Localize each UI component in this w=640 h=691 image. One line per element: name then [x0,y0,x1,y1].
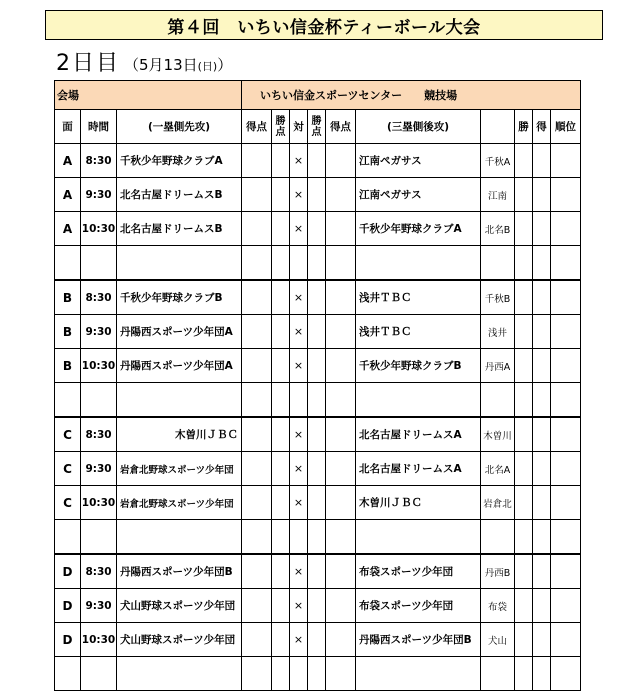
match-first-team: 犬山野球スポーツ少年団 [117,623,242,657]
match-row [55,452,581,486]
match-win [515,280,533,315]
match-time: 10:30 [81,623,117,657]
match-court: C [55,452,81,486]
match-win [515,452,533,486]
blank-cell [356,657,481,691]
match-score-2 [326,452,356,486]
match-score-1 [242,589,272,623]
match-points-2 [308,349,326,383]
match-rank [551,144,581,178]
match-points-2 [308,417,326,452]
match-court: D [55,589,81,623]
blank-cell [481,520,515,555]
blank-cell [533,246,551,281]
match-court: B [55,349,81,383]
blank-cell [81,246,117,281]
blank-cell [272,246,290,281]
header-third-team: (三塁側後攻) [356,110,481,144]
date-close: ） [217,56,233,74]
match-first-team: 千秋少年野球クラブB [117,280,242,315]
blank-cell [290,520,308,555]
match-rank [551,315,581,349]
header-score-2: 得点 [326,110,356,144]
blank-cell [481,246,515,281]
blank-row [55,657,581,691]
match-score-2 [326,212,356,246]
header-vs: 対 [290,110,308,144]
header-row [55,110,581,144]
match-rank [551,212,581,246]
match-win [515,417,533,452]
header-score-1: 得点 [242,110,272,144]
day-label: 2日目 [56,51,120,76]
match-points-1 [272,452,290,486]
match-win [515,212,533,246]
blank-cell [326,246,356,281]
match-first-team: 丹陽西スポーツ少年団A [117,349,242,383]
match-points-2 [308,452,326,486]
match-score-1 [242,623,272,657]
match-row [55,486,581,520]
match-score-1 [242,417,272,452]
match-first-team: 岩倉北野球スポーツ少年団 [117,452,242,486]
match-row [55,417,581,452]
match-points-2 [308,315,326,349]
match-third-team: 丹陽西スポーツ少年団B [356,623,481,657]
blank-cell [55,657,81,691]
match-score-1 [242,349,272,383]
match-points-2 [308,280,326,315]
match-score-2 [326,589,356,623]
match-vs-mark: × [290,280,308,315]
match-points-2 [308,144,326,178]
match-rank [551,589,581,623]
match-umpire: 犬山 [481,623,515,657]
match-time: 8:30 [81,417,117,452]
match-points-1 [272,178,290,212]
match-umpire: 丹西B [481,554,515,589]
match-third-team: 浅井ＴＢＣ [356,315,481,349]
match-row [55,315,581,349]
match-umpire: 北名B [481,212,515,246]
match-court: A [55,144,81,178]
match-score-2 [326,349,356,383]
header-time: 時間 [81,110,117,144]
match-points-2 [308,178,326,212]
blank-cell [81,383,117,418]
match-row [55,589,581,623]
match-score-1 [242,212,272,246]
match-win [515,486,533,520]
match-win [515,349,533,383]
match-score-1 [242,554,272,589]
blank-cell [55,520,81,555]
blank-cell [551,383,581,418]
match-umpire: 岩倉北 [481,486,515,520]
blank-cell [551,520,581,555]
match-gain [533,178,551,212]
match-row [55,280,581,315]
blank-cell [81,657,117,691]
match-time: 8:30 [81,280,117,315]
match-score-1 [242,452,272,486]
match-court: A [55,178,81,212]
venue-row [55,81,581,110]
blank-row [55,383,581,418]
match-court: B [55,315,81,349]
match-points-2 [308,486,326,520]
match-rank [551,280,581,315]
match-time: 10:30 [81,349,117,383]
header-points-1: 勝点 [272,110,290,144]
match-points-2 [308,623,326,657]
match-umpire: 北名A [481,452,515,486]
match-first-team: 北名古屋ドリームスB [117,178,242,212]
match-rank [551,452,581,486]
match-third-team: 布袋スポーツ少年団 [356,589,481,623]
match-score-1 [242,178,272,212]
match-time: 9:30 [81,178,117,212]
match-vs-mark: × [290,144,308,178]
blank-cell [117,657,242,691]
blank-cell [551,246,581,281]
match-points-1 [272,212,290,246]
blank-cell [55,246,81,281]
match-first-team: 丹陽西スポーツ少年団A [117,315,242,349]
match-score-2 [326,144,356,178]
blank-cell [290,657,308,691]
match-time: 9:30 [81,589,117,623]
match-score-2 [326,486,356,520]
match-third-team: 北名古屋ドリームスA [356,417,481,452]
match-first-team: 北名古屋ドリームスB [117,212,242,246]
match-first-team: 犬山野球スポーツ少年団 [117,589,242,623]
match-third-team: 布袋スポーツ少年団 [356,554,481,589]
blank-cell [326,657,356,691]
match-gain [533,486,551,520]
match-umpire: 千秋B [481,280,515,315]
blank-cell [481,657,515,691]
match-rank [551,417,581,452]
blank-cell [290,383,308,418]
blank-cell [515,383,533,418]
match-points-1 [272,280,290,315]
match-score-1 [242,144,272,178]
blank-cell [308,520,326,555]
venue-name: いちい信金スポーツセンター 競技場 [242,81,581,110]
blank-cell [117,246,242,281]
match-win [515,315,533,349]
match-points-2 [308,589,326,623]
header-points-2: 勝点 [308,110,326,144]
match-third-team: 北名古屋ドリームスA [356,452,481,486]
header-rank: 順位 [551,110,581,144]
header-first-team: (一塁側先攻) [117,110,242,144]
match-vs-mark: × [290,554,308,589]
blank-cell [308,246,326,281]
date-open: （5月13日 [124,56,198,74]
match-vs-mark: × [290,417,308,452]
match-points-1 [272,554,290,589]
match-vs-mark: × [290,178,308,212]
match-time: 9:30 [81,452,117,486]
match-umpire: 布袋 [481,589,515,623]
match-umpire: 千秋A [481,144,515,178]
blank-cell [242,657,272,691]
header-court: 面 [55,110,81,144]
match-win [515,554,533,589]
match-vs-mark: × [290,349,308,383]
blank-cell [308,657,326,691]
blank-cell [515,657,533,691]
match-first-team: 岩倉北野球スポーツ少年団 [117,486,242,520]
blank-cell [326,383,356,418]
blank-row [55,246,581,281]
blank-cell [515,520,533,555]
match-points-1 [272,144,290,178]
blank-cell [533,657,551,691]
venue-label: 会場 [55,81,242,110]
match-gain [533,280,551,315]
match-row [55,212,581,246]
blank-cell [533,383,551,418]
match-third-team: 江南ペガサス [356,144,481,178]
match-score-2 [326,315,356,349]
match-score-1 [242,486,272,520]
blank-cell [272,657,290,691]
match-points-1 [272,417,290,452]
match-gain [533,623,551,657]
match-score-2 [326,417,356,452]
match-first-team: 千秋少年野球クラブA [117,144,242,178]
match-rank [551,486,581,520]
match-points-2 [308,212,326,246]
date-label [124,54,232,75]
match-gain [533,589,551,623]
match-first-team: 木曽川ＪＢＣ [117,417,242,452]
match-row [55,623,581,657]
match-gain [533,212,551,246]
match-score-2 [326,178,356,212]
match-umpire: 丹西A [481,349,515,383]
match-rank [551,178,581,212]
match-points-1 [272,349,290,383]
match-first-team: 丹陽西スポーツ少年団B [117,554,242,589]
blank-cell [515,246,533,281]
match-time: 9:30 [81,315,117,349]
blank-cell [308,383,326,418]
blank-cell [242,246,272,281]
match-vs-mark: × [290,212,308,246]
blank-cell [117,520,242,555]
blank-cell [242,383,272,418]
match-gain [533,315,551,349]
match-vs-mark: × [290,452,308,486]
blank-cell [272,383,290,418]
schedule-table [54,80,581,691]
match-time: 8:30 [81,554,117,589]
blank-cell [81,520,117,555]
match-umpire: 木曽川 [481,417,515,452]
match-vs-mark: × [290,623,308,657]
match-score-2 [326,554,356,589]
blank-cell [326,520,356,555]
match-third-team: 千秋少年野球クラブB [356,349,481,383]
match-score-2 [326,623,356,657]
match-points-1 [272,315,290,349]
blank-cell [481,383,515,418]
blank-cell [242,520,272,555]
header-umpire [481,110,515,144]
match-points-2 [308,554,326,589]
match-vs-mark: × [290,486,308,520]
match-third-team: 千秋少年野球クラブA [356,212,481,246]
match-score-1 [242,315,272,349]
match-court: C [55,417,81,452]
match-umpire: 江南 [481,178,515,212]
match-score-1 [242,280,272,315]
match-points-1 [272,486,290,520]
header-gain: 得 [533,110,551,144]
blank-cell [117,383,242,418]
match-points-1 [272,623,290,657]
match-win [515,589,533,623]
match-row [55,178,581,212]
match-third-team: 木曽川ＪＢＣ [356,486,481,520]
match-umpire: 浅井 [481,315,515,349]
match-time: 10:30 [81,212,117,246]
match-third-team: 浅井ＴＢＣ [356,280,481,315]
header-win: 勝 [515,110,533,144]
match-row [55,554,581,589]
blank-cell [356,520,481,555]
match-vs-mark: × [290,589,308,623]
match-gain [533,349,551,383]
match-rank [551,623,581,657]
match-time: 8:30 [81,144,117,178]
match-row [55,144,581,178]
blank-cell [272,520,290,555]
match-win [515,623,533,657]
match-rank [551,349,581,383]
day-heading [56,46,232,74]
blank-cell [356,246,481,281]
match-gain [533,554,551,589]
blank-cell [290,246,308,281]
match-court: C [55,486,81,520]
blank-cell [55,383,81,418]
match-court: A [55,212,81,246]
match-win [515,178,533,212]
match-court: D [55,623,81,657]
blank-cell [356,383,481,418]
match-win [515,144,533,178]
match-rank [551,554,581,589]
match-vs-mark: × [290,315,308,349]
match-points-1 [272,589,290,623]
match-gain [533,417,551,452]
weekday-label: (日) [197,60,218,73]
match-court: B [55,280,81,315]
match-gain [533,144,551,178]
match-gain [533,452,551,486]
match-time: 10:30 [81,486,117,520]
match-row [55,349,581,383]
match-score-2 [326,280,356,315]
blank-cell [551,657,581,691]
blank-row [55,520,581,555]
tournament-title: 第４回 いちい信金杯ティーボール大会 [45,10,603,40]
match-court: D [55,554,81,589]
match-third-team: 江南ペガサス [356,178,481,212]
blank-cell [533,520,551,555]
